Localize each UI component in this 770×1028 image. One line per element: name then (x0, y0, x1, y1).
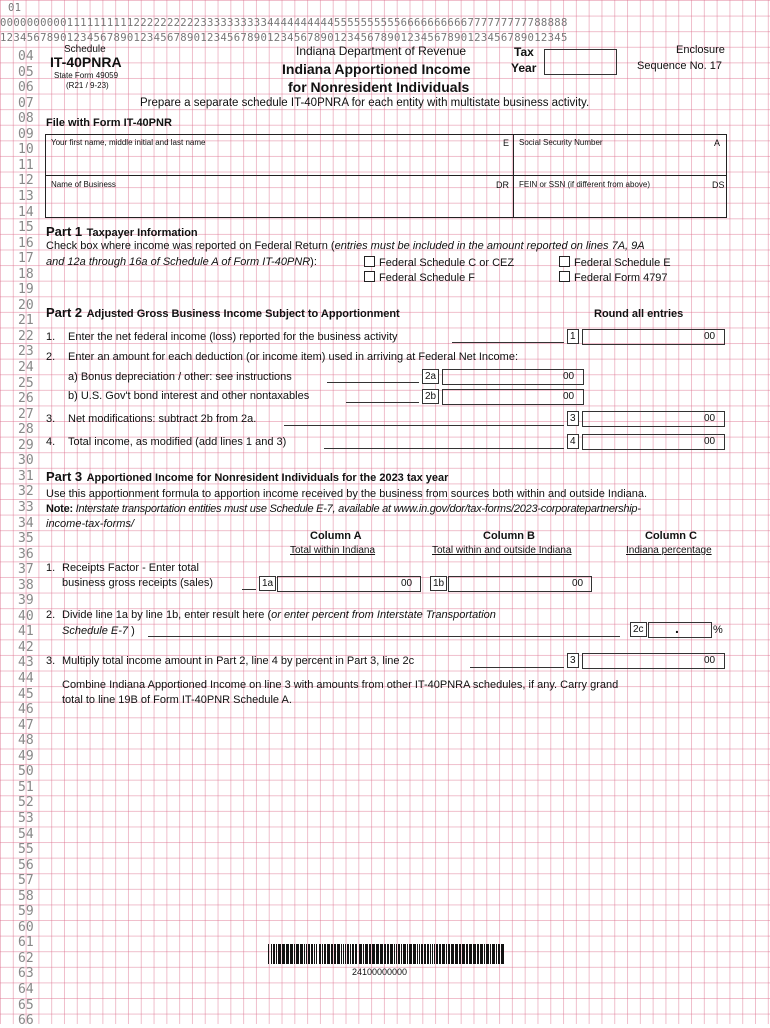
row-number: 12 (18, 173, 34, 189)
row-number: 08 (18, 111, 34, 127)
part1-text-a: Check box where income was reported on Federal Return ( (46, 240, 335, 252)
taxpayer-name-label: Your first name, middle initial and last name (51, 138, 206, 147)
part3-line1a-cents: 00 (401, 578, 413, 589)
checkbox-icon[interactable] (559, 256, 570, 267)
row-number: 54 (18, 826, 34, 842)
barcode-bar (398, 944, 400, 964)
row-number: 31 (18, 468, 34, 484)
barcode-bar (490, 944, 491, 964)
part1-heading (46, 223, 198, 241)
part2-line2b-cents: 00 (563, 391, 575, 402)
barcode-bar (296, 944, 299, 964)
state-form-number: State Form 49059 (54, 71, 119, 80)
row-number: 30 (18, 453, 34, 469)
part3-line2-text-cont (62, 625, 135, 637)
row-number: 24 (18, 360, 34, 375)
barcode-bar (343, 944, 344, 964)
part3-line1-num: 1. (46, 562, 56, 574)
barcode-bar (427, 944, 429, 964)
enclosure-label: Enclosure (676, 44, 725, 56)
form-revision: (R21 / 9-23) (66, 81, 109, 90)
barcode-bar (273, 944, 275, 964)
part2-line2b-box-label: 2b (422, 389, 439, 404)
part3-line1a-input[interactable] (277, 576, 421, 592)
column-b-subheader: Total within and outside Indiana (432, 545, 572, 556)
part3-line2-text (62, 609, 496, 621)
checkbox-icon[interactable] (364, 256, 375, 267)
row-number: 33 (18, 499, 34, 515)
column-c-header: Column C (645, 530, 697, 542)
part2-title: Adjusted Gross Business Income Subject to Apportionment (86, 308, 400, 320)
barcode-bar (419, 944, 420, 964)
leader-line (470, 667, 564, 668)
row-number: 36 (18, 546, 34, 562)
part2-line2a-box-label: 2a (422, 369, 439, 384)
barcode-bar (462, 944, 465, 964)
business-name-code: DR (496, 180, 509, 190)
barcode-bar (324, 944, 326, 964)
barcode-bar (363, 944, 364, 964)
ssn-label: Social Security Number (519, 138, 603, 147)
row-number: 64 (18, 982, 34, 997)
part2-line3-cents: 00 (704, 413, 716, 424)
part3-line1b-input[interactable] (448, 576, 592, 592)
form-title-line1: Indiana Apportioned Income (282, 61, 471, 77)
part3-heading (46, 468, 448, 486)
barcode-bar (477, 944, 479, 964)
part1-text-d: ): (310, 256, 317, 268)
barcode-bar (469, 944, 472, 964)
row-number: 26 (18, 391, 34, 407)
row-number: 18 (18, 266, 34, 282)
sequence-number: Sequence No. 17 (637, 60, 723, 72)
taxpayer-name-code: E (503, 138, 510, 148)
barcode-bar (436, 944, 438, 964)
part3-line2-num: 2. (46, 609, 56, 621)
barcode-bar (384, 944, 386, 964)
row-number: 07 (18, 95, 34, 111)
row-number: 42 (18, 639, 34, 655)
row-number: 17 (18, 251, 34, 267)
row-number: 19 (18, 282, 34, 298)
barcode-bar (369, 944, 371, 964)
row-number: 23 (18, 344, 34, 360)
row-number: 16 (18, 235, 34, 251)
checkbox-schedule-c-label: Federal Schedule C or CEZ (379, 257, 515, 269)
part3-box-2c-label: 2c (630, 622, 647, 637)
barcode-bar (432, 944, 433, 964)
part3-line1b-cents: 00 (572, 578, 584, 589)
checkbox-schedule-f-label: Federal Schedule F (379, 272, 475, 284)
barcode-bar (337, 944, 340, 964)
barcode-bar (446, 944, 447, 964)
row-number: 44 (18, 671, 34, 686)
part2-line1-text: Enter the net federal income (loss) reported for the business activity (68, 331, 398, 343)
barcode-bar (365, 944, 368, 964)
barcode-bar (492, 944, 495, 964)
barcode-bar (409, 944, 412, 964)
row-number: 41 (18, 624, 34, 640)
row-number: 51 (18, 779, 34, 795)
column-a-header: Column A (310, 530, 362, 542)
row-number: 11 (18, 157, 34, 173)
barcode-graphic (268, 944, 504, 964)
part3-line2-close: ) (131, 625, 135, 637)
barcode-bar (484, 944, 485, 964)
part2-line1-num: 1. (46, 331, 56, 343)
row-number: 50 (18, 764, 34, 780)
barcode-bar (300, 944, 303, 964)
barcode-bar (396, 944, 397, 964)
row-number: 10 (18, 142, 34, 158)
barcode-bar (334, 944, 336, 964)
barcode-bar (434, 944, 435, 964)
tax-label: Tax (514, 45, 534, 59)
row-number: 29 (18, 437, 34, 453)
schedule-label: Schedule (64, 44, 106, 55)
row-number: 48 (18, 733, 34, 749)
barcode-bar (403, 944, 406, 964)
part3-line2-text-italic: or enter percent from Interstate Transportation (271, 609, 496, 621)
column-b-header: Column B (483, 530, 535, 542)
barcode-number: 24100000000 (352, 967, 408, 977)
row-number: 22 (18, 328, 34, 344)
instruction-text: Prepare a separate schedule IT-40PNRA for each entity with multistate business activity. (140, 97, 590, 109)
barcode-bar (304, 944, 305, 964)
row-number: 40 (18, 608, 34, 624)
checkbox-form-4797-label: Federal Form 4797 (574, 272, 668, 284)
row-number: 05 (18, 64, 34, 80)
barcode-bar (345, 944, 346, 964)
barcode-bar (347, 944, 349, 964)
part2-line4-cents: 00 (704, 436, 716, 447)
part3-note-text-cont: income-tax-forms/ (46, 518, 135, 530)
barcode-bar (430, 944, 431, 964)
part3-note-text: Interstate transportation entities must use Schedule E-7, available at www.in.gov/dor/tax-forms/2023-corporatepartnership- (75, 503, 641, 515)
barcode-bar (355, 944, 357, 964)
barcode-bar (314, 944, 315, 964)
combine-instruction-line2: total to line 19B of Form IT-40PNR Schedule A. (62, 694, 292, 706)
barcode-bar (496, 944, 497, 964)
row-number: 25 (18, 375, 34, 391)
barcode-bar (327, 944, 330, 964)
barcode-bar (350, 944, 351, 964)
barcode-bar (319, 944, 321, 964)
barcode-bar (316, 944, 317, 964)
barcode-bar (417, 944, 418, 964)
row-number: 66 (18, 1013, 34, 1028)
barcode-bar (268, 944, 269, 964)
barcode-bar (480, 944, 483, 964)
row-number: 49 (18, 748, 34, 764)
barcode-bar (331, 944, 333, 964)
ruler-row-1: 01 (8, 2, 22, 14)
part1-instruction-line1 (46, 240, 645, 252)
barcode-bar (390, 944, 393, 964)
part3-title: Apportioned Income for Nonresident Individuals for the 2023 tax year (86, 472, 449, 484)
checkbox-icon[interactable] (364, 271, 375, 282)
row-number: 34 (18, 515, 34, 531)
part2-line1-cents: 00 (704, 331, 716, 342)
part3-note (46, 503, 641, 515)
row-number: 06 (18, 80, 34, 96)
barcode-bar (473, 944, 476, 964)
barcode-bar (278, 944, 281, 964)
part3-line1-text-a: Receipts Factor - Enter total (62, 562, 199, 574)
row-number: 58 (18, 888, 34, 904)
part3-box-1a-label: 1a (259, 576, 276, 591)
barcode-bar (413, 944, 416, 964)
department-name: Indiana Department of Revenue (296, 44, 467, 58)
barcode-bar (311, 944, 313, 964)
checkbox-form-4797[interactable] (559, 271, 668, 284)
barcode-bar (448, 944, 450, 964)
tax-year-input[interactable] (544, 49, 617, 75)
fein-label: FEIN or SSN (if different from above) (519, 180, 651, 189)
leader-line (324, 448, 564, 449)
file-with-label: File with Form IT-40PNR (46, 117, 172, 129)
barcode-bar (401, 944, 402, 964)
row-number: 46 (18, 702, 34, 718)
ruler-row-2: 0000000000111111111122222222223333333333444444444455555555556666666666777777777788888 (0, 17, 568, 29)
part2-line4-num: 4. (46, 436, 56, 448)
part1-instruction-line2 (46, 256, 317, 268)
checkbox-schedule-f[interactable] (364, 271, 475, 284)
row-number: 47 (18, 717, 34, 733)
barcode-bar (276, 944, 277, 964)
barcode-bar (421, 944, 423, 964)
part3-box-1b-label: 1b (430, 576, 447, 591)
barcode-bar (466, 944, 468, 964)
barcode-bar (486, 944, 489, 964)
row-number: 09 (18, 126, 34, 142)
barcode-bar (306, 944, 307, 964)
row-number: 45 (18, 686, 34, 702)
barcode-bar (322, 944, 323, 964)
row-number: 63 (18, 966, 34, 982)
row-number: 14 (18, 204, 34, 220)
part2-line3-box-label: 3 (567, 411, 579, 426)
row-number: 59 (18, 904, 34, 920)
part1-text-b: entries must be included in the amount reported on lines 7A, 9A (334, 240, 645, 252)
part3-box-3-label: 3 (567, 653, 579, 668)
barcode-bar (442, 944, 445, 964)
barcode-bar (459, 944, 461, 964)
leader-line (148, 636, 620, 637)
leader-line (284, 425, 564, 426)
part3-line2-schedule: Schedule E-7 (62, 625, 129, 637)
barcode-bar (271, 944, 272, 964)
part2-line2b-text: b) U.S. Gov't bond interest and other nontaxables (68, 390, 310, 402)
barcode-bar (341, 944, 342, 964)
barcode-bar (455, 944, 458, 964)
part2-heading (46, 304, 400, 322)
part2-line3-num: 3. (46, 413, 56, 425)
part3-line2c-input[interactable] (648, 622, 712, 638)
percent-sign: % (713, 624, 723, 636)
leader-line (346, 402, 419, 403)
checkbox-schedule-e[interactable] (559, 256, 671, 269)
part3-note-label: Note: (46, 503, 73, 515)
row-number: 57 (18, 873, 34, 889)
combine-instruction-line1: Combine Indiana Apportioned Income on line 3 with amounts from other IT-40PNRA schedules, if any. Carry grand (62, 679, 619, 691)
row-number: 04 (18, 49, 34, 64)
part3-intro: Use this apportionment formula to apportion income received by the business from sources both within and outside Indiana. (46, 488, 648, 500)
barcode-bar (376, 944, 379, 964)
part2-line4-box-label: 4 (567, 434, 579, 449)
part3-line3-num: 3. (46, 655, 56, 667)
barcode-bar (294, 944, 295, 964)
part2-line4-text: Total income, as modified (add lines 1 and 3) (68, 436, 287, 448)
part3-number: Part 3 (46, 469, 83, 484)
barcode-bar (424, 944, 426, 964)
barcode-bar (407, 944, 408, 964)
row-number: 60 (18, 919, 34, 935)
form-title-line2: for Nonresident Individuals (288, 79, 470, 95)
part3-line3-cents: 00 (704, 655, 716, 666)
row-number: 38 (18, 577, 34, 593)
part2-line2a-cents: 00 (563, 371, 575, 382)
part2-line1-box-label: 1 (567, 329, 579, 344)
row-number: 27 (18, 406, 34, 422)
row-number: 15 (18, 220, 34, 236)
year-label: Year (511, 61, 537, 75)
checkbox-schedule-e-label: Federal Schedule E (574, 257, 671, 269)
part2-number: Part 2 (46, 305, 83, 320)
barcode-bar (290, 944, 293, 964)
column-a-subheader: Total within Indiana (290, 545, 376, 556)
row-number: 35 (18, 531, 34, 547)
leader-line (242, 589, 256, 590)
row-number: 13 (18, 188, 34, 204)
business-name-label: Name of Business (51, 180, 116, 189)
row-number: 28 (18, 422, 34, 438)
barcode-bar (372, 944, 375, 964)
part3-line3-text: Multiply total income amount in Part 2, line 4 by percent in Part 3, line 2c (62, 655, 415, 667)
barcode-bar (359, 944, 362, 964)
part2-line2-num: 2. (46, 351, 56, 363)
row-number: 55 (18, 842, 34, 858)
fein-code: DS (712, 180, 725, 190)
form-id: IT-40PNRA (50, 54, 122, 70)
part3-line1-text-b: business gross receipts (sales) (62, 577, 214, 589)
checkbox-schedule-c[interactable] (364, 256, 514, 269)
row-number: 52 (18, 795, 34, 811)
barcode-bar (501, 944, 504, 964)
row-number: 65 (18, 997, 34, 1013)
barcode-bar (498, 944, 500, 964)
decimal-point: . (675, 620, 679, 636)
barcode-bar (387, 944, 389, 964)
row-number: 62 (18, 950, 34, 966)
leader-line (452, 342, 564, 343)
barcode-bar (380, 944, 383, 964)
part1-title: Taxpayer Information (86, 227, 198, 239)
barcode-bar (352, 944, 354, 964)
row-number: 37 (18, 562, 34, 578)
checkbox-icon[interactable] (559, 271, 570, 282)
barcode-bar (439, 944, 441, 964)
part1-number: Part 1 (46, 224, 83, 239)
part3-line2-text-a: Divide line 1a by line 1b, enter result here ( (62, 609, 272, 621)
row-number: 39 (18, 593, 34, 609)
part2-line2-text: Enter an amount for each deduction (or income item) used in arriving at Federal Net Income: (68, 351, 519, 363)
row-number: 53 (18, 810, 34, 826)
column-c-subheader: Indiana percentage (626, 545, 712, 556)
ruler-row-3: 1234567890123456789012345678901234567890123456789012345678901234567890123456789012345 (0, 32, 568, 44)
row-number: 61 (18, 935, 34, 951)
part1-text-c: and 12a through 16a of Schedule A of Form IT-40PNR (46, 256, 311, 268)
barcode-bar (308, 944, 310, 964)
row-number: 20 (18, 297, 34, 313)
row-number: 43 (18, 655, 34, 671)
leader-line (327, 382, 419, 383)
row-number: 21 (18, 313, 34, 329)
round-entries-note: Round all entries (594, 308, 684, 320)
row-number: 32 (18, 484, 34, 500)
row-number: 56 (18, 857, 34, 873)
part2-line3-text: Net modifications: subtract 2b from 2a. (68, 413, 257, 425)
barcode-bar (282, 944, 285, 964)
barcode-bar (286, 944, 289, 964)
barcode-bar (394, 944, 395, 964)
barcode-bar (451, 944, 454, 964)
ssn-code: A (714, 138, 721, 148)
part2-line2a-text: a) Bonus depreciation / other: see instructions (68, 371, 292, 383)
